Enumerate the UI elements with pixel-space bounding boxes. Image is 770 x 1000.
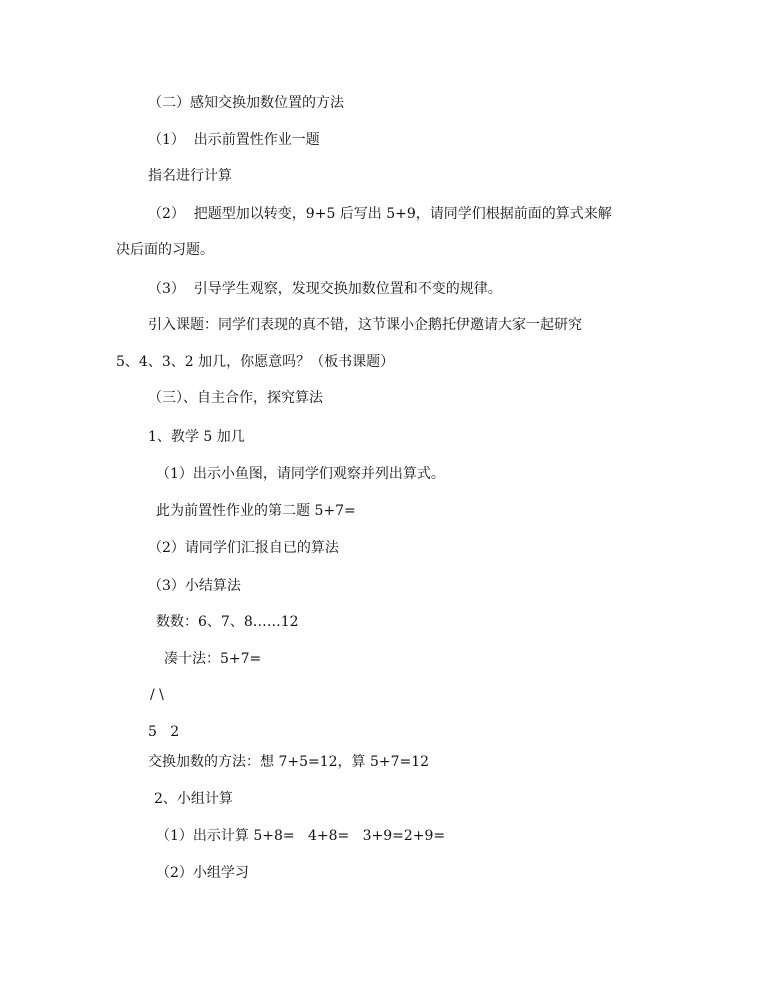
- paragraph-line: 决后面的习题。: [116, 242, 214, 258]
- decomposition-branches: / \: [150, 687, 164, 703]
- subsection-heading: 1、教学 5 加几: [148, 429, 245, 445]
- paragraph-line: （1）出示计算 5+8= 4+8= 3+9=2+9=: [156, 828, 446, 844]
- section-heading-3: （三）、自主合作，探究算法: [148, 390, 323, 406]
- section-heading-2: （二）感知交换加数位置的方法: [148, 95, 344, 111]
- paragraph-line: 5、4、3、2 加几，你愿意吗？（板书课题）: [116, 354, 395, 370]
- paragraph-line: 凑十法：5+7=: [164, 651, 262, 667]
- paragraph-line: 引入课题：同学们表现的真不错，这节课小企鹅托伊邀请大家一起研究: [148, 317, 582, 333]
- paragraph-line: （3）小结算法: [148, 578, 241, 594]
- paragraph-line: 此为前置性作业的第二题 5+7=: [156, 503, 356, 519]
- paragraph-line: （1）出示小鱼图，请同学们观察并列出算式。: [156, 466, 445, 482]
- paragraph-line: （1） 出示前置性作业一题: [148, 132, 320, 148]
- paragraph-line: （2）小组学习: [156, 865, 249, 881]
- subsection-heading: 2、小组计算: [154, 791, 233, 807]
- paragraph-line: 数数：6、7、8……12: [156, 614, 299, 630]
- decomposition-parts: 5 2: [148, 724, 180, 740]
- paragraph-line: （2）请同学们汇报自已的算法: [148, 540, 339, 556]
- paragraph-line: 交换加数的方法：想 7+5=12，算 5+7=12: [148, 754, 430, 770]
- paragraph-line: （2） 把题型加以转变，9+5 后写出 5+9，请同学们根据前面的算式来解: [148, 206, 612, 222]
- paragraph-line: （3） 引导学生观察，发现交换加数位置和不变的规律。: [148, 281, 502, 297]
- paragraph-line: 指名进行计算: [148, 168, 232, 184]
